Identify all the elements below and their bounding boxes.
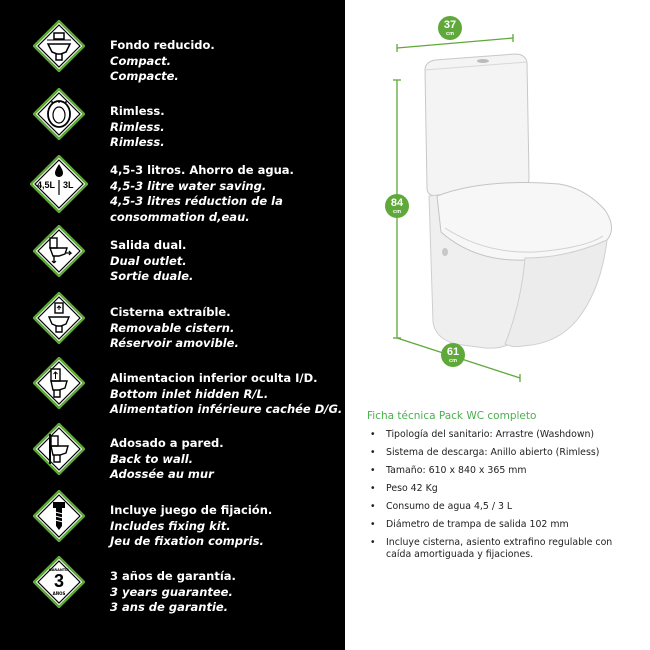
feature-line: Rimless.: [110, 104, 165, 118]
feature-line: Rimless.: [110, 135, 165, 149]
feature-line: Dual outlet.: [110, 253, 187, 268]
feature-line: Compacte.: [110, 69, 179, 83]
spec-sheet-title: Ficha técnica Pack WC completo: [367, 410, 537, 422]
feature-line: Adossée au mur: [110, 467, 214, 481]
feature-line: Réservoir amovible.: [110, 336, 239, 350]
feature-line: Includes fixing kit.: [110, 518, 231, 533]
feature-line: 3 ans de garantie.: [110, 600, 229, 614]
spec-item: • Diámetro de trampa de salida 102 mm: [370, 519, 640, 531]
feature-line: 4,5-3 litre water saving.: [110, 178, 267, 193]
feature-guarantee: [0, 556, 345, 622]
dimension-width-badge: [438, 16, 462, 40]
feature-line: 4,5-3 litros. Ahorro de agua.: [110, 163, 294, 177]
feature-removable-cistern: [0, 292, 345, 358]
feature-line: Adosado a pared.: [110, 436, 224, 450]
badge-right-label: 3L: [63, 180, 74, 190]
dimension-value: 61: [446, 346, 460, 358]
feature-line: Cisterna extraíble.: [110, 305, 231, 319]
feature-bottom-inlet: [0, 357, 345, 423]
feature-back-to-wall: [0, 423, 345, 489]
spec-item: • Peso 42 Kg: [370, 483, 640, 495]
water-saving-icon: [30, 155, 88, 213]
feature-line: 3 years guarantee.: [110, 584, 233, 599]
feature-line: consommation d,eau.: [110, 209, 250, 224]
back-to-wall-icon: [33, 423, 85, 475]
dimension-height-badge: [385, 194, 409, 218]
feature-line: Alimentacion inferior oculta I/D.: [110, 371, 318, 385]
dimension-unit: cm: [449, 358, 457, 364]
feature-line: Bottom inlet hidden R/L.: [110, 386, 269, 401]
spec-list: [370, 429, 640, 567]
feature-dual-outlet: [0, 225, 345, 291]
fixing-screw-icon: [33, 490, 85, 542]
removable-cistern-icon: [33, 292, 85, 344]
dimension-unit: cm: [446, 31, 454, 37]
feature-rimless: [0, 88, 345, 154]
feature-line: 3 años de garantía.: [110, 569, 236, 583]
guarantee-top-label: GARANTÍA: [48, 568, 70, 572]
feature-compact: [0, 20, 345, 86]
spec-item: • Tamaño: 610 x 840 x 365 mm: [370, 465, 640, 477]
bottom-inlet-icon: [33, 357, 85, 409]
feature-water-saving: [0, 155, 345, 224]
dimension-value: 84: [390, 197, 404, 209]
feature-line: Rimless.: [110, 119, 165, 134]
feature-line: Removable cistern.: [110, 320, 235, 335]
guarantee-icon: [33, 556, 85, 608]
dual-outlet-icon: [33, 225, 85, 277]
spec-item: • Tipología del sanitario: Arrastre (Washdown): [370, 429, 640, 441]
guarantee-bottom-label: AÑOS: [52, 591, 66, 596]
feature-line: Fondo reducido.: [110, 38, 215, 52]
feature-line: Compact.: [110, 53, 171, 68]
spec-item: • Consumo de agua 4,5 / 3 L: [370, 501, 640, 513]
feature-fixing-kit: [0, 490, 345, 556]
feature-line: 4,5-3 litres réduction de la: [110, 194, 283, 208]
feature-line: Alimentation inférieure cachée D/G.: [110, 402, 343, 416]
spec-item: • Incluye cisterna, asiento extrafino regulable con caída amortiguada y fijaciones.: [370, 537, 640, 561]
feature-line: Salida dual.: [110, 238, 187, 252]
rimless-bowl-icon: [33, 88, 85, 140]
spec-item: • Sistema de descarga: Anillo abierto (Rimless): [370, 447, 640, 459]
compact-toilet-icon: [33, 20, 85, 72]
dimension-value: 37: [443, 19, 457, 31]
dimension-unit: cm: [393, 209, 401, 215]
feature-line: Back to wall.: [110, 451, 194, 466]
feature-line: Sortie duale.: [110, 269, 194, 283]
feature-line: Jeu de fixation compris.: [110, 534, 264, 548]
feature-line: Incluye juego de fijación.: [110, 503, 273, 517]
guarantee-number: 3: [53, 571, 64, 591]
badge-left-label: 4,5L: [37, 180, 56, 190]
dimension-depth-badge: [441, 343, 465, 367]
